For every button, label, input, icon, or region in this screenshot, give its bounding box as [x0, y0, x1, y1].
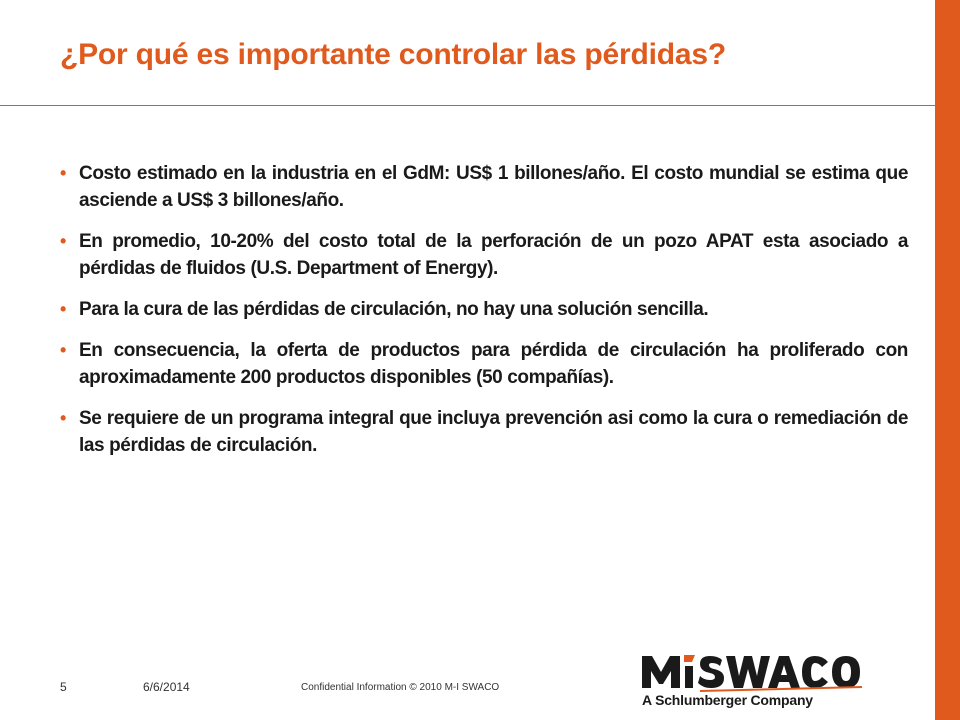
bullet-item: [60, 405, 908, 459]
bullet-marker-icon: •: [60, 340, 66, 360]
bullet-item: [60, 296, 908, 323]
bullet-marker-icon: •: [60, 231, 66, 251]
accent-side-bar: [935, 0, 960, 720]
logo-tagline: A Schlumberger Company: [642, 692, 813, 708]
footer-date: 6/6/2014: [143, 680, 190, 694]
miswaco-logo: [640, 646, 870, 716]
slide-title: ¿Por qué es importante controlar las pérdidas?: [60, 38, 726, 71]
page-number: 5: [60, 680, 67, 694]
miswaco-logo-mark-icon: [640, 646, 870, 692]
bullet-marker-icon: •: [60, 163, 66, 183]
bullet-item: [60, 337, 908, 391]
bullet-text: Se requiere de un programa integral que incluya prevención asi como la cura o remediación de las pérdidas de circulación.: [79, 408, 908, 456]
bullet-text: En consecuencia, la oferta de productos para pérdida de circulación ha proliferado con aproximadamente 200 productos disponibles (50 compañías).: [79, 340, 908, 388]
bullet-list: [60, 160, 908, 473]
bullet-item: [60, 160, 908, 214]
bullet-text: Costo estimado en la industria en el GdM: US$ 1 billones/año. El costo mundial se estima que asciende a US$ 3 billones/año.: [79, 163, 908, 211]
confidential-notice: Confidential Information © 2010 M-I SWACO: [301, 682, 500, 693]
bullet-marker-icon: •: [60, 408, 66, 428]
bullet-item: [60, 228, 908, 282]
bullet-text: Para la cura de las pérdidas de circulación, no hay una solución sencilla.: [79, 299, 709, 320]
title-divider: [0, 105, 935, 106]
bullet-text: En promedio, 10-20% del costo total de la perforación de un pozo APAT esta asociado a pérdidas de fluidos (U.S. Department of Energy).: [79, 231, 908, 279]
bullet-marker-icon: •: [60, 299, 66, 319]
